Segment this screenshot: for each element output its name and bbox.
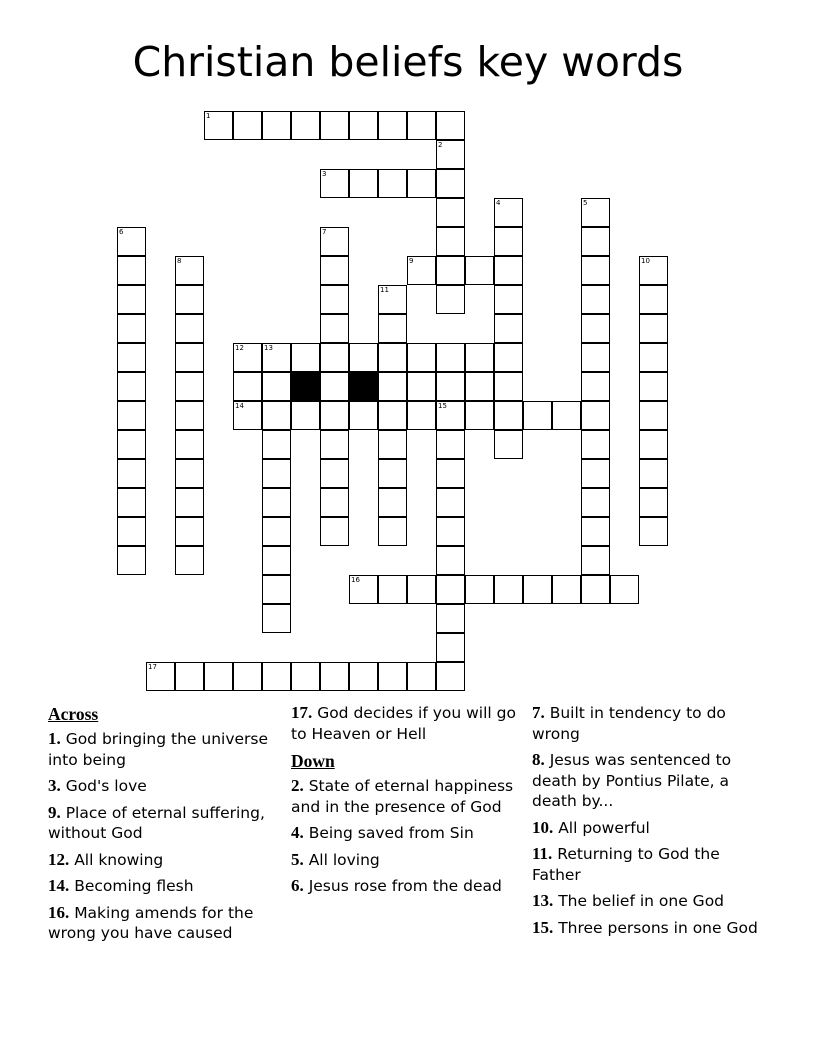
grid-cell[interactable]	[262, 343, 291, 372]
grid-cell[interactable]	[262, 401, 291, 430]
grid-cell[interactable]	[320, 488, 349, 517]
grid-cell[interactable]	[581, 546, 610, 575]
grid-cell[interactable]	[639, 285, 668, 314]
grid-cell[interactable]	[378, 314, 407, 343]
grid-cell[interactable]	[349, 343, 378, 372]
cell-number: 4	[496, 199, 501, 207]
grid-cell[interactable]	[320, 372, 349, 401]
grid-cell[interactable]	[581, 517, 610, 546]
clue-down-10: 10. All powerful	[532, 817, 650, 837]
grid-cell[interactable]	[262, 111, 291, 140]
grid-cell[interactable]	[175, 517, 204, 546]
grid-cell[interactable]	[407, 575, 436, 604]
grid-cell[interactable]	[262, 459, 291, 488]
grid-cell[interactable]	[436, 430, 465, 459]
cell-number: 8	[177, 257, 182, 265]
across-heading: Across	[48, 704, 99, 724]
cell-number: 9	[409, 257, 414, 265]
clue-across-3: 3. God's love	[48, 776, 147, 795]
cell-number: 16	[351, 576, 360, 584]
grid-cell[interactable]	[378, 430, 407, 459]
grid-cell[interactable]	[233, 343, 262, 372]
grid-cell[interactable]	[581, 401, 610, 430]
cell-number: 10	[641, 257, 650, 265]
grid-cell[interactable]	[349, 575, 378, 604]
grid-cell[interactable]	[581, 488, 610, 517]
grid-cell[interactable]	[465, 343, 494, 372]
grid-cell[interactable]	[175, 256, 204, 285]
cell-number: 12	[235, 344, 244, 352]
grid-cell[interactable]	[233, 662, 262, 691]
grid-cell[interactable]	[494, 227, 523, 256]
clue-down-11: 11. Returning to God the Father	[532, 844, 720, 884]
grid-cell[interactable]	[262, 372, 291, 401]
grid-cell[interactable]	[175, 285, 204, 314]
clue-across-14: 14. Becoming flesh	[48, 876, 194, 895]
cell-number: 3	[322, 170, 327, 178]
grid-cell[interactable]	[639, 517, 668, 546]
grid-cell[interactable]	[117, 256, 146, 285]
grid-cell[interactable]	[378, 343, 407, 372]
grid-cell[interactable]	[581, 256, 610, 285]
grid-cell[interactable]	[407, 169, 436, 198]
grid-cell[interactable]	[494, 314, 523, 343]
cell-number: 11	[380, 286, 389, 294]
grid-cell[interactable]	[581, 285, 610, 314]
grid-cell[interactable]	[175, 488, 204, 517]
grid-cell[interactable]	[523, 401, 552, 430]
grid-cell[interactable]	[552, 575, 581, 604]
grid-cell[interactable]	[320, 401, 349, 430]
clues-column-1	[48, 703, 280, 950]
cell-number: 6	[119, 228, 124, 236]
clue-across-9: 9. Place of eternal suffering, without God	[48, 802, 265, 842]
grid-cell[interactable]	[117, 546, 146, 575]
grid-cell[interactable]	[436, 111, 465, 140]
grid-cell[interactable]	[639, 314, 668, 343]
grid-cell[interactable]	[581, 343, 610, 372]
grid-cell[interactable]	[320, 517, 349, 546]
clue-across-16: 16. Making amends for the wrong you have caused	[48, 902, 254, 942]
grid-cell[interactable]	[465, 256, 494, 285]
grid-cell[interactable]	[639, 430, 668, 459]
grid-cell[interactable]	[378, 575, 407, 604]
grid-cell[interactable]	[233, 111, 262, 140]
grid-cell[interactable]	[436, 633, 465, 662]
grid-cell[interactable]	[204, 662, 233, 691]
grid-cell[interactable]	[378, 662, 407, 691]
clues-column-2	[291, 703, 523, 903]
grid-cell[interactable]	[581, 459, 610, 488]
grid-cell[interactable]	[349, 662, 378, 691]
grid-cell[interactable]	[320, 227, 349, 256]
grid-cell[interactable]	[146, 662, 175, 691]
puzzle-title: Christian beliefs key words	[132, 38, 684, 86]
grid-cell[interactable]	[407, 372, 436, 401]
grid-cell[interactable]	[494, 198, 523, 227]
grid-cell[interactable]	[436, 546, 465, 575]
grid-cell[interactable]	[175, 314, 204, 343]
cell-number: 14	[235, 402, 244, 410]
cell-number: 7	[322, 228, 327, 236]
grid-cell[interactable]	[117, 227, 146, 256]
grid-cell[interactable]	[175, 546, 204, 575]
clue-down-5: 5. All loving	[291, 849, 380, 869]
grid-cell[interactable]	[117, 430, 146, 459]
grid-cell[interactable]	[639, 372, 668, 401]
clue-down-2: 2. State of eternal happiness and in the presence of God	[291, 776, 514, 816]
grid-cell[interactable]	[581, 198, 610, 227]
cell-number: 13	[264, 344, 273, 352]
grid-cell[interactable]	[436, 372, 465, 401]
grid-cell[interactable]	[407, 401, 436, 430]
clue-across-17: 17. God decides if you will go to Heaven or Hell	[291, 703, 516, 743]
clue-down-8: 8. Jesus was sentenced to death by Pontius Pilate, a death by...	[532, 750, 732, 810]
grid-cell[interactable]	[175, 372, 204, 401]
grid-cell[interactable]	[581, 575, 610, 604]
blocked-square	[349, 372, 378, 401]
grid-cell[interactable]	[175, 343, 204, 372]
grid-cell[interactable]	[465, 372, 494, 401]
grid-cell[interactable]	[378, 459, 407, 488]
grid-cell[interactable]	[436, 401, 465, 430]
grid-cell[interactable]	[494, 256, 523, 285]
clue-down-7: 7. Built in tendency to do wrong	[532, 703, 726, 743]
clue-across-1: 1. God bringing the universe into being	[48, 729, 269, 769]
grid-cell[interactable]	[639, 256, 668, 285]
cell-number: 15	[438, 402, 447, 410]
grid-cell[interactable]	[436, 459, 465, 488]
grid-cell[interactable]	[465, 401, 494, 430]
grid-cell[interactable]	[436, 227, 465, 256]
grid-cell[interactable]	[581, 372, 610, 401]
grid-cell[interactable]	[262, 575, 291, 604]
grid-cell[interactable]	[378, 111, 407, 140]
grid-cell[interactable]	[407, 256, 436, 285]
clue-across-12: 12. All knowing	[48, 849, 164, 869]
grid-cell[interactable]	[262, 604, 291, 633]
grid-cell[interactable]	[581, 430, 610, 459]
grid-cell[interactable]	[291, 662, 320, 691]
grid-cell[interactable]	[320, 343, 349, 372]
grid-cell[interactable]	[291, 401, 320, 430]
grid-cell[interactable]	[320, 459, 349, 488]
grid-cell[interactable]	[494, 430, 523, 459]
grid-cell[interactable]	[436, 169, 465, 198]
grid-cell[interactable]	[378, 372, 407, 401]
grid-cell[interactable]	[262, 517, 291, 546]
grid-cell[interactable]	[378, 401, 407, 430]
grid-cell[interactable]	[117, 488, 146, 517]
grid-cell[interactable]	[407, 662, 436, 691]
grid-cell[interactable]	[320, 662, 349, 691]
grid-cell[interactable]	[436, 662, 465, 691]
clue-down-6: 6. Jesus rose from the dead	[291, 876, 502, 895]
grid-cell[interactable]	[233, 372, 262, 401]
grid-cell[interactable]	[291, 111, 320, 140]
grid-cell[interactable]	[349, 401, 378, 430]
grid-cell[interactable]	[494, 575, 523, 604]
grid-cell[interactable]	[175, 662, 204, 691]
grid-cell[interactable]	[639, 401, 668, 430]
grid-cell[interactable]	[349, 169, 378, 198]
grid-cell[interactable]	[436, 140, 465, 169]
grid-cell[interactable]	[407, 111, 436, 140]
clue-down-13: 13. The belief in one God	[532, 891, 725, 910]
grid-cell[interactable]	[436, 198, 465, 227]
grid-cell[interactable]	[378, 488, 407, 517]
grid-cell[interactable]	[465, 575, 494, 604]
grid-cell[interactable]	[320, 285, 349, 314]
grid-cell[interactable]	[494, 343, 523, 372]
grid-cell[interactable]	[552, 401, 581, 430]
grid-cell[interactable]	[378, 285, 407, 314]
grid-cell[interactable]	[320, 314, 349, 343]
grid-cell[interactable]	[349, 111, 378, 140]
grid-cell[interactable]	[436, 256, 465, 285]
grid-cell[interactable]	[494, 372, 523, 401]
grid-cell[interactable]	[639, 459, 668, 488]
grid-cell[interactable]	[320, 169, 349, 198]
grid-cell[interactable]	[494, 285, 523, 314]
cell-number: 1	[206, 112, 211, 120]
grid-cell[interactable]	[175, 459, 204, 488]
clues-column-3	[532, 703, 764, 944]
grid-cell[interactable]	[523, 575, 552, 604]
grid-cell[interactable]	[581, 227, 610, 256]
grid-cell[interactable]	[378, 169, 407, 198]
grid-cell[interactable]	[494, 401, 523, 430]
grid-cell[interactable]	[117, 372, 146, 401]
grid-cell[interactable]	[175, 401, 204, 430]
grid-cell[interactable]	[117, 459, 146, 488]
grid-cell[interactable]	[175, 430, 204, 459]
grid-cell[interactable]	[639, 343, 668, 372]
grid-cell[interactable]	[378, 517, 407, 546]
grid-cell[interactable]	[117, 517, 146, 546]
cell-number: 5	[583, 199, 588, 207]
blocked-square	[291, 372, 320, 401]
grid-cell[interactable]	[117, 401, 146, 430]
clue-down-15: 15. Three persons in one God	[532, 917, 758, 937]
grid-cell[interactable]	[117, 285, 146, 314]
grid-cell[interactable]	[407, 343, 436, 372]
grid-cell[interactable]	[233, 401, 262, 430]
grid-cell[interactable]	[436, 488, 465, 517]
grid-cell[interactable]	[320, 256, 349, 285]
cell-number: 17	[148, 663, 157, 671]
grid-cell[interactable]	[320, 111, 349, 140]
grid-cell[interactable]	[436, 343, 465, 372]
grid-cell[interactable]	[117, 343, 146, 372]
grid-cell[interactable]	[204, 111, 233, 140]
grid-cell[interactable]	[610, 575, 639, 604]
grid-cell[interactable]	[291, 343, 320, 372]
cell-number: 2	[438, 141, 443, 149]
down-heading: Down	[291, 751, 335, 771]
grid-cell[interactable]	[262, 430, 291, 459]
grid-cell[interactable]	[262, 662, 291, 691]
grid-cell[interactable]	[262, 546, 291, 575]
grid-cell[interactable]	[436, 517, 465, 546]
grid-cell[interactable]	[320, 430, 349, 459]
grid-cell[interactable]	[581, 314, 610, 343]
grid-cell[interactable]	[436, 285, 465, 314]
grid-cell[interactable]	[639, 488, 668, 517]
grid-cell[interactable]	[436, 604, 465, 633]
clue-down-4: 4. Being saved from Sin	[291, 823, 474, 842]
grid-cell[interactable]	[262, 488, 291, 517]
grid-cell[interactable]	[117, 314, 146, 343]
grid-cell[interactable]	[436, 575, 465, 604]
